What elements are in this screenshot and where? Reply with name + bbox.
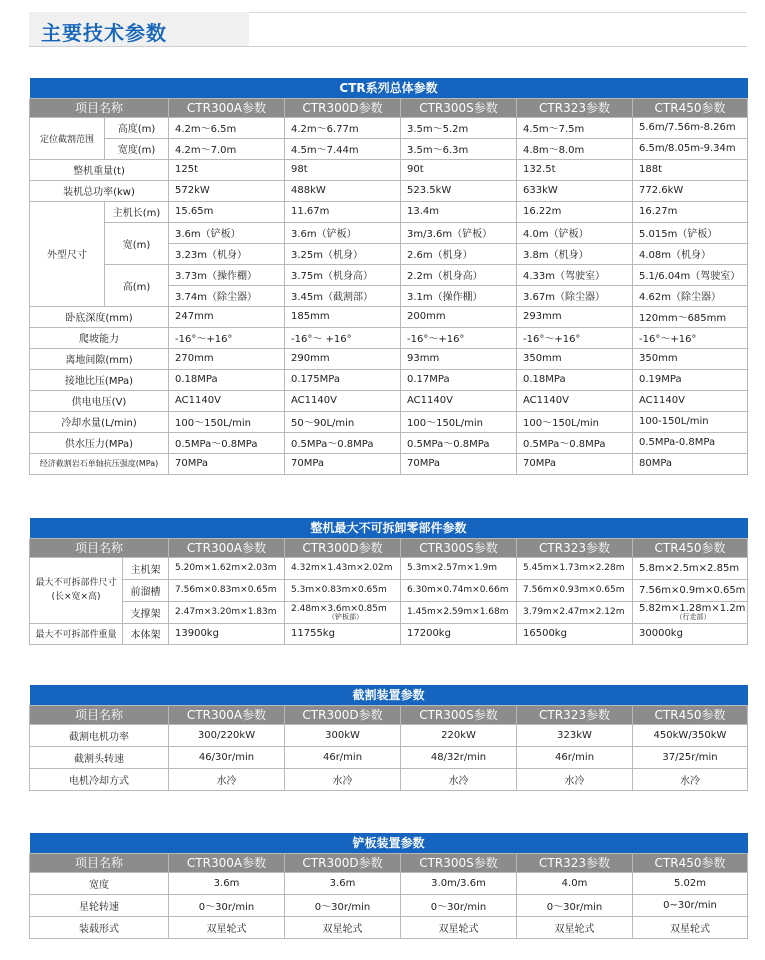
cell: 双星轮式 [401, 916, 517, 938]
overall-params-table [29, 78, 748, 475]
cell: 13.4m [401, 201, 517, 222]
cell: 15.65m [169, 201, 285, 222]
cell: 0.5MPa～0.8MPa [401, 432, 517, 453]
cell: 3.1m（操作棚） [401, 285, 517, 306]
cell: 0.5MPa～0.8MPa [169, 432, 285, 453]
cell: 93mm [401, 348, 517, 369]
cell: 5.8m×2.5m×2.85m [633, 557, 748, 579]
cell: 水冷 [169, 768, 285, 790]
cell: 3.45m（截割部） [285, 285, 401, 306]
col-header-model: CTR450参数 [633, 98, 748, 117]
cell: 0.5MPa-0.8MPa [633, 432, 748, 453]
table-caption: CTR系列总体参数 [30, 78, 748, 98]
cell [285, 601, 401, 623]
cell: -16°～+16° [517, 327, 633, 348]
cell: 5.015m（铲板） [633, 222, 748, 243]
cell: 132.5t [517, 159, 633, 180]
cell: 323kW [517, 724, 633, 746]
cell: 5.02m [633, 872, 748, 894]
cell: 3.23m（机身） [169, 243, 285, 264]
cell: 120mm～685mm [633, 306, 748, 327]
cell: 100～150L/min [517, 411, 633, 432]
cell: AC1140V [401, 390, 517, 411]
col-header-model: CTR323参数 [517, 705, 633, 724]
cell: 双星轮式 [633, 916, 748, 938]
cell: 37/25r/min [633, 746, 748, 768]
col-header-model: CTR300S参数 [401, 705, 517, 724]
row-label-line: 最大不可拆部件尺寸 [35, 578, 117, 588]
cell-value: 2.48m×3.6m×0.85m [291, 603, 387, 614]
col-header-model: CTR300D参数 [285, 98, 401, 117]
cell-value: 5.82m×1.28m×1.2m [639, 602, 746, 614]
cell: 2.2m（机身高） [401, 264, 517, 285]
cell: 13900kg [169, 623, 285, 644]
cell: 70MPa [401, 453, 517, 474]
cell: 双星轮式 [517, 916, 633, 938]
row-sublabel: 宽度(m) [105, 138, 169, 159]
row-label: 装机总功率(kw) [30, 180, 169, 201]
cell: 4.0m（铲板） [517, 222, 633, 243]
row-label: 外型尺寸 [30, 201, 105, 306]
cell: 0.19MPa [633, 369, 748, 390]
cell: 3.75m（机身高） [285, 264, 401, 285]
cell: 46/30r/min [169, 746, 285, 768]
cell: 3.5m～5.2m [401, 117, 517, 138]
row-label: 装载形式 [30, 916, 169, 938]
cell: 98t [285, 159, 401, 180]
cell: 双星轮式 [169, 916, 285, 938]
row-label: 截割头转速 [30, 746, 169, 768]
page-header [29, 12, 747, 48]
cell: 11.67m [285, 201, 401, 222]
row-label: 整机重量(t) [30, 159, 169, 180]
cell: 220kW [401, 724, 517, 746]
cell: 350mm [517, 348, 633, 369]
cell: 3.67m（除尘器） [517, 285, 633, 306]
row-label: 宽度 [30, 872, 169, 894]
col-header-model: CTR450参数 [633, 853, 748, 872]
cell: 3.8m（机身） [517, 243, 633, 264]
cell: 3.74m（除尘器） [169, 285, 285, 306]
cell: 488kW [285, 180, 401, 201]
cell: 70MPa [169, 453, 285, 474]
cutting-device-table [29, 685, 748, 791]
row-label: 星轮转速 [30, 894, 169, 916]
row-label: 离地间隙(mm) [30, 348, 169, 369]
col-header-model: CTR300S参数 [401, 538, 517, 557]
row-sublabel: 主机架 [123, 557, 169, 579]
cell: 水冷 [633, 768, 748, 790]
col-header-item: 项目名称 [30, 853, 169, 872]
overall-params-section [29, 78, 747, 475]
cell: 3.5m～6.3m [401, 138, 517, 159]
cell: 3.6m [169, 872, 285, 894]
cell: 11755kg [285, 623, 401, 644]
cell: 5.20m×1.62m×2.03m [169, 557, 285, 579]
cell: 0.175MPa [285, 369, 401, 390]
cell: 0.5MPa～0.8MPa [285, 432, 401, 453]
cell: 290mm [285, 348, 401, 369]
cell: 300/220kW [169, 724, 285, 746]
cell: 523.5kW [401, 180, 517, 201]
cell: 125t [169, 159, 285, 180]
cell: 4.5m～7.44m [285, 138, 401, 159]
row-sublabel: 前溜槽 [123, 579, 169, 601]
row-label: 卧底深度(mm) [30, 306, 169, 327]
row-sublabel: 本体架 [123, 623, 169, 644]
row-label: 最大不可拆部件重量 [30, 623, 123, 644]
row-sublabel: 宽(m) [105, 222, 169, 264]
header-rule [29, 46, 747, 47]
cell: 5.3m×0.83m×0.65m [285, 579, 401, 601]
cell: 633kW [517, 180, 633, 201]
cell: 3.0m/3.6m [401, 872, 517, 894]
cell: AC1140V [633, 390, 748, 411]
col-header-model: CTR323参数 [517, 853, 633, 872]
cell: 293mm [517, 306, 633, 327]
cell: 70MPa [517, 453, 633, 474]
cell: 185mm [285, 306, 401, 327]
col-header-model: CTR450参数 [633, 538, 748, 557]
cell: -16°～+16° [169, 327, 285, 348]
cell: 3.73m（操作棚） [169, 264, 285, 285]
cell: 16500kg [517, 623, 633, 644]
cell: 5.3m×2.57m×1.9m [401, 557, 517, 579]
cell: 0～30r/min [285, 894, 401, 916]
cell: 0～30r/min [169, 894, 285, 916]
cell: 4.2m～6.5m [169, 117, 285, 138]
cell: 4.0m [517, 872, 633, 894]
cell: 5.45m×1.73m×2.28m [517, 557, 633, 579]
cell: 3.6m（铲板） [285, 222, 401, 243]
shovel-device-table [29, 833, 748, 939]
cell: 4.62m（除尘器） [633, 285, 748, 306]
col-header-model: CTR300A参数 [169, 853, 285, 872]
cell: 5.6m/7.56m-8.26m [633, 117, 748, 138]
cell: 0.18MPa [517, 369, 633, 390]
nondetachable-parts-section [29, 518, 747, 645]
cell: 7.56m×0.9m×0.65m [633, 579, 748, 601]
row-label: 冷却水量(L/min) [30, 411, 169, 432]
shovel-device-section [29, 833, 747, 939]
cell: 100～150L/min [401, 411, 517, 432]
cell: 50～90L/min [285, 411, 401, 432]
cell: 572kW [169, 180, 285, 201]
cell: AC1140V [285, 390, 401, 411]
cell: 48/32r/min [401, 746, 517, 768]
cell: 46r/min [517, 746, 633, 768]
cell: 100～150L/min [169, 411, 285, 432]
cutting-device-section [29, 685, 747, 791]
cell: 3.6m（铲板） [169, 222, 285, 243]
cell: 90t [401, 159, 517, 180]
col-header-item: 项目名称 [30, 705, 169, 724]
cell [633, 601, 748, 623]
row-label [30, 557, 123, 623]
row-label: 定位截割范围 [30, 117, 105, 159]
table-caption: 截割装置参数 [30, 685, 748, 705]
cell: 5.1/6.04m（驾驶室） [633, 264, 748, 285]
cell: 水冷 [285, 768, 401, 790]
row-sublabel: 支撑架 [123, 601, 169, 623]
cell: 772.6kW [633, 180, 748, 201]
cell: -16°～+16° [401, 327, 517, 348]
cell: 350mm [633, 348, 748, 369]
cell: 3.79m×2.47m×2.12m [517, 601, 633, 623]
cell: 6.5m/8.05m-9.34m [633, 138, 748, 159]
cell: 0.5MPa～0.8MPa [517, 432, 633, 453]
col-header-model: CTR300A参数 [169, 98, 285, 117]
col-header-model: CTR300D参数 [285, 853, 401, 872]
cell: 3.25m（机身） [285, 243, 401, 264]
cell: 80MPa [633, 453, 748, 474]
cell: 450kW/350kW [633, 724, 748, 746]
cell: 水冷 [401, 768, 517, 790]
col-header-model: CTR300A参数 [169, 705, 285, 724]
cell: -16°～+16° [633, 327, 748, 348]
cell: 247mm [169, 306, 285, 327]
cell: AC1140V [517, 390, 633, 411]
col-header-item: 项目名称 [30, 98, 169, 117]
cell: -16°～ +16° [285, 327, 401, 348]
cell: 3.6m [285, 872, 401, 894]
cell: 270mm [169, 348, 285, 369]
col-header-model: CTR323参数 [517, 538, 633, 557]
col-header-model: CTR300S参数 [401, 98, 517, 117]
cell: 4.2m～7.0m [169, 138, 285, 159]
nondetachable-parts-table [29, 518, 748, 645]
row-label: 经济截割岩石单轴抗压强度(MPa) [30, 453, 169, 474]
cell: 17200kg [401, 623, 517, 644]
cell: 6.30m×0.74m×0.66m [401, 579, 517, 601]
row-label: 供水压力(MPa) [30, 432, 169, 453]
cell: 46r/min [285, 746, 401, 768]
cell: 30000kg [633, 623, 748, 644]
cell: 4.08m（机身） [633, 243, 748, 264]
cell: 7.56m×0.83m×0.65m [169, 579, 285, 601]
cell: 4.8m～8.0m [517, 138, 633, 159]
cell: 双星轮式 [285, 916, 401, 938]
col-header-model: CTR450参数 [633, 705, 748, 724]
row-sublabel: 主机长(m) [105, 201, 169, 222]
row-sublabel: 高(m) [105, 264, 169, 306]
row-label: 爬坡能力 [30, 327, 169, 348]
cell: 200mm [401, 306, 517, 327]
cell: 3m/3.6m（铲板） [401, 222, 517, 243]
row-sublabel: 高度(m) [105, 117, 169, 138]
col-header-model: CTR300D参数 [285, 538, 401, 557]
table-caption: 整机最大不可拆卸零部件参数 [30, 518, 748, 538]
row-label: 接地比压(MPa) [30, 369, 169, 390]
cell: 100-150L/min [633, 411, 748, 432]
cell: 2.47m×3.20m×1.83m [169, 601, 285, 623]
cell: 300kW [285, 724, 401, 746]
cell: 0.18MPa [169, 369, 285, 390]
cell: 7.56m×0.93m×0.65m [517, 579, 633, 601]
cell: 0～30r/min [517, 894, 633, 916]
cell: 16.27m [633, 201, 748, 222]
row-label-line: (长×宽×高) [51, 592, 101, 602]
col-header-model: CTR300S参数 [401, 853, 517, 872]
cell: 0.17MPa [401, 369, 517, 390]
cell: 16.22m [517, 201, 633, 222]
cell: AC1140V [169, 390, 285, 411]
cell: 0～30r/min [401, 894, 517, 916]
col-header-model: CTR300A参数 [169, 538, 285, 557]
cell: 1.45m×2.59m×1.68m [401, 601, 517, 623]
page-title: 主要技术参数 [41, 21, 167, 45]
cell: 0~30r/min [633, 894, 748, 916]
col-header-model: CTR323参数 [517, 98, 633, 117]
col-header-item: 项目名称 [30, 538, 169, 557]
cell: 4.32m×1.43m×2.02m [285, 557, 401, 579]
cell: 4.2m～6.77m [285, 117, 401, 138]
row-label: 供电电压(V) [30, 390, 169, 411]
cell-note: （行走部） [675, 612, 711, 621]
table-caption: 铲板装置参数 [30, 833, 748, 853]
cell: 4.5m～7.5m [517, 117, 633, 138]
row-label: 截割电机功率 [30, 724, 169, 746]
cell: 4.33m（驾驶室） [517, 264, 633, 285]
cell-note: （铲板部） [328, 612, 363, 621]
col-header-model: CTR300D参数 [285, 705, 401, 724]
cell: 70MPa [285, 453, 401, 474]
cell: 188t [633, 159, 748, 180]
row-label: 电机冷却方式 [30, 768, 169, 790]
cell: 2.6m（机身） [401, 243, 517, 264]
cell: 水冷 [517, 768, 633, 790]
